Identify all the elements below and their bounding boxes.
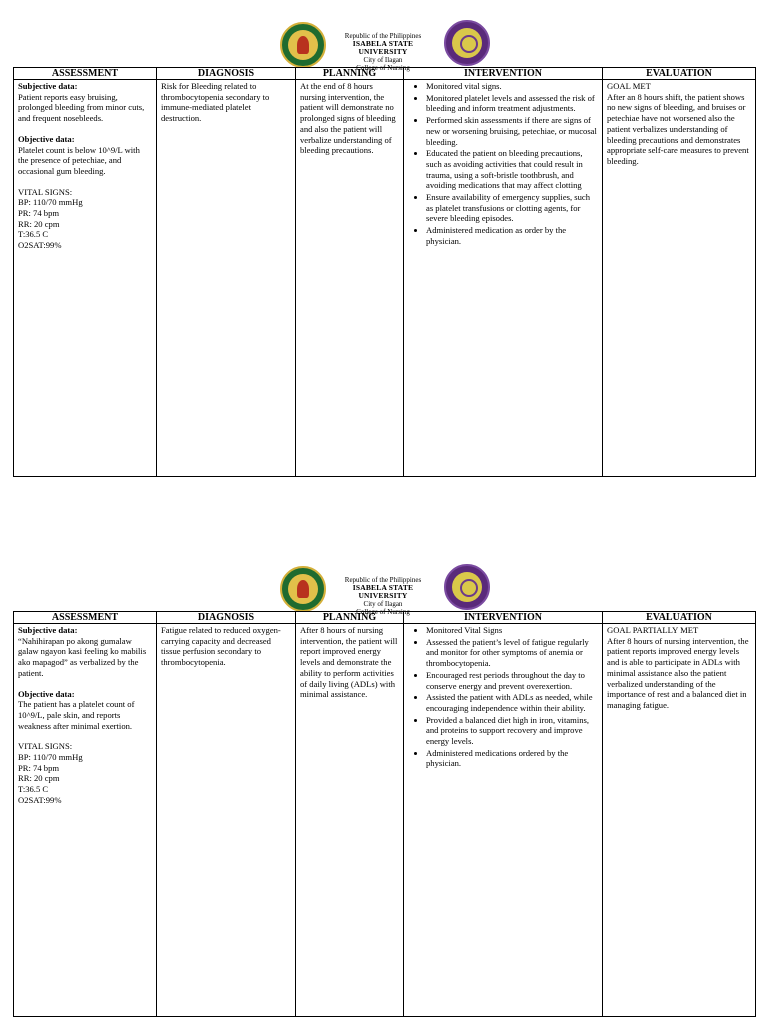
- evaluation-cell: [603, 80, 756, 477]
- table-header-row: [14, 68, 756, 80]
- college-text: College of Nursing: [356, 64, 410, 72]
- list-item: • Performed skin assessments if there are signs of new or worsening bruising, petechiae, or mucosal bleeding.: [426, 115, 598, 147]
- list-item: • Assessed the patient’s level of fatigue regularly and monitor for other symptoms of anemia or thrombocytopenia.: [426, 637, 598, 669]
- college-of-nursing-seal-icon: [444, 20, 490, 66]
- vital-bp: BP: 110/70 mmHg: [18, 197, 83, 208]
- objective-text: Platelet count is below 10^9/L with the presence of petechiae, and occasional gum bleeding.: [18, 144, 140, 176]
- list-item: • Monitored platelet levels and assessed the risk of bleeding and inform treatment adjustments.: [426, 93, 598, 114]
- diagnosis-text: Risk for Bleeding related to thrombocytopenia secondary to immune-mediated platelet destruction.: [161, 81, 270, 124]
- vital-rr: RR: 20 cpm: [18, 773, 60, 784]
- goal-status: GOAL MET: [607, 81, 651, 91]
- diagnosis-text: Fatigue related to reduced oxygen-carrying capacity and decreased tissue perfusion secondary to thrombocytopenia.: [161, 625, 281, 668]
- list-item: • Administered medication as order by the physician.: [426, 225, 598, 246]
- evaluation-text: After 8 hours of nursing intervention, the patient reports improved energy levels and is able to participate in ADLs with minimal assistance also the patient verbalized understanding of the importance of rest and a balanced diet in managing fatigue.: [607, 635, 749, 710]
- intervention-cell: [404, 80, 603, 477]
- vital-o2sat: O2SAT:99%: [18, 240, 62, 251]
- vital-o2sat: O2SAT:99%: [18, 794, 62, 805]
- goal-status: GOAL PARTIALLY MET: [607, 625, 699, 635]
- assessment-cell: Subjective data: Patient reports easy bruising, prolonged bleeding from minor cuts, and frequent nosebleeds. Objective data: Platelet count is below 10^9/L with the presence of petechiae, and occasional gum bleeding. VITAL SIGNS: BP: 110/70 mmHg PR: 74 bpm RR: 20 cpm T:36.5 C O2SAT:99%: [14, 80, 157, 477]
- intervention-list: [408, 81, 598, 247]
- assessment-cell: Subjective data: “Nahihirapan po akong gumalaw galaw ngayon kasi feeling ko mabilis ako mapagod” as verbalized by the patient. Objective data: The patient has a platelet count of 10^9/L, pale skin, and reports weakness after minimal exertion. VITAL SIGNS: BP: 110/70 mmHg PR: 74 bpm RR: 20 cpm T:36.5 C O2SAT:99%: [14, 624, 157, 1017]
- objective-label: Objective data: [18, 688, 72, 699]
- objective-text: The patient has a platelet count of 10^9/L, pale skin, and reports weakness after minimal exertion.: [18, 699, 135, 731]
- vital-pr: PR: 74 bpm: [18, 208, 60, 219]
- diagnosis-cell: [157, 624, 296, 1017]
- planning-cell: [296, 80, 404, 477]
- care-plan-page-1: [0, 0, 768, 251]
- column-header-evaluation: EVALUATION: [603, 612, 756, 624]
- table-row: [14, 80, 756, 477]
- planning-text: After 8 hours of nursing intervention, the patient will report improved energy levels and demonstrate the ability to perform activities of daily living (ADLs) with minimal assistance.: [300, 625, 398, 700]
- vital-temp: T:36.5 C: [18, 229, 49, 240]
- list-item: • Provided a balanced diet high in iron, vitamins, and proteins to support recovery and improve energy levels.: [426, 715, 598, 747]
- column-header-assessment: ASSESSMENT: [14, 68, 157, 80]
- list-item: • Encouraged rest periods throughout the day to conserve energy and prevent overexertion.: [426, 670, 598, 691]
- subjective-text: “Nahihirapan po akong gumalaw galaw ngayon kasi feeling ko mabilis ako mapagod” as verbalized by the patient.: [18, 635, 147, 678]
- vital-bp: BP: 110/70 mmHg: [18, 752, 83, 763]
- planning-text: At the end of 8 hours nursing intervention, the patient will demonstrate no prolonged signs of bleeding and also the patient will verbalize understanding of bleeding precautions.: [300, 81, 396, 156]
- care-plan-table: [13, 611, 756, 1017]
- diagnosis-cell: [157, 80, 296, 477]
- column-header-evaluation: EVALUATION: [603, 68, 756, 80]
- vital-temp: T:36.5 C: [18, 784, 49, 795]
- column-header-intervention: INTERVENTION: [404, 612, 603, 624]
- subjective-label: Subjective data: [18, 81, 75, 91]
- evaluation-text: After an 8 hours shift, the patient shows no new signs of bleeding, and bruises or petechiae have not worsened also the patient verbalizes understanding of bleeding precautions and demonstrates appropriate self-care measures to prevent bleeding.: [607, 91, 749, 166]
- table-header-row: [14, 612, 756, 624]
- university-name: ISABELA STATE UNIVERSITY: [352, 583, 414, 600]
- column-header-diagnosis: DIAGNOSIS: [157, 612, 296, 624]
- isu-seal-icon: [280, 22, 326, 68]
- column-header-planning: PLANNING: [296, 68, 404, 80]
- column-header-diagnosis: DIAGNOSIS: [157, 68, 296, 80]
- column-header-intervention: INTERVENTION: [404, 68, 603, 80]
- subjective-label: Subjective data: [18, 625, 75, 635]
- list-item: • Monitored Vital Signs: [426, 625, 598, 636]
- city-text: City of Ilagan: [363, 56, 403, 64]
- intervention-cell: [404, 624, 603, 1017]
- college-text: College of Nursing: [356, 608, 410, 616]
- list-item: • Administered medications ordered by the physician.: [426, 748, 598, 769]
- letterhead: [0, 0, 768, 72]
- care-plan-page-2: [0, 544, 768, 805]
- republic-text: Republic of the Philippines: [344, 32, 422, 40]
- isu-seal-icon: [280, 566, 326, 612]
- letterhead-text: [328, 32, 438, 72]
- vital-pr: PR: 74 bpm: [18, 762, 60, 773]
- city-text: City of Ilagan: [363, 600, 403, 608]
- vital-rr: RR: 20 cpm: [18, 218, 60, 229]
- table-row: [14, 624, 756, 1017]
- list-item: • Monitored vital signs.: [426, 81, 598, 92]
- list-item: • Educated the patient on bleeding precautions, such as avoiding activities that could result in trauma, using a soft-bristle toothbrush, and avoiding medications that may affect clotting: [426, 148, 598, 191]
- college-of-nursing-seal-icon: [444, 564, 490, 610]
- column-header-planning: PLANNING: [296, 612, 404, 624]
- university-name: ISABELA STATE UNIVERSITY: [352, 39, 414, 56]
- intervention-list: [408, 625, 598, 769]
- planning-cell: [296, 624, 404, 1017]
- vital-signs-title: VITAL SIGNS:: [18, 741, 73, 752]
- letterhead-text: [328, 576, 438, 616]
- list-item: • Assisted the patient with ADLs as needed, while encouraging independence within their ability.: [426, 692, 598, 713]
- objective-label: Objective data: [18, 133, 72, 144]
- care-plan-table: [13, 67, 756, 477]
- vital-signs-title: VITAL SIGNS:: [18, 186, 73, 197]
- letterhead: [0, 544, 768, 616]
- column-header-assessment: ASSESSMENT: [14, 612, 157, 624]
- list-item: • Ensure availability of emergency supplies, such as platelet transfusions or clotting agents, for severe bleeding episodes.: [426, 192, 598, 224]
- evaluation-cell: [603, 624, 756, 1017]
- republic-text: Republic of the Philippines: [344, 576, 422, 584]
- subjective-text: Patient reports easy bruising, prolonged bleeding from minor cuts, and frequent nosebleeds.: [18, 91, 145, 124]
